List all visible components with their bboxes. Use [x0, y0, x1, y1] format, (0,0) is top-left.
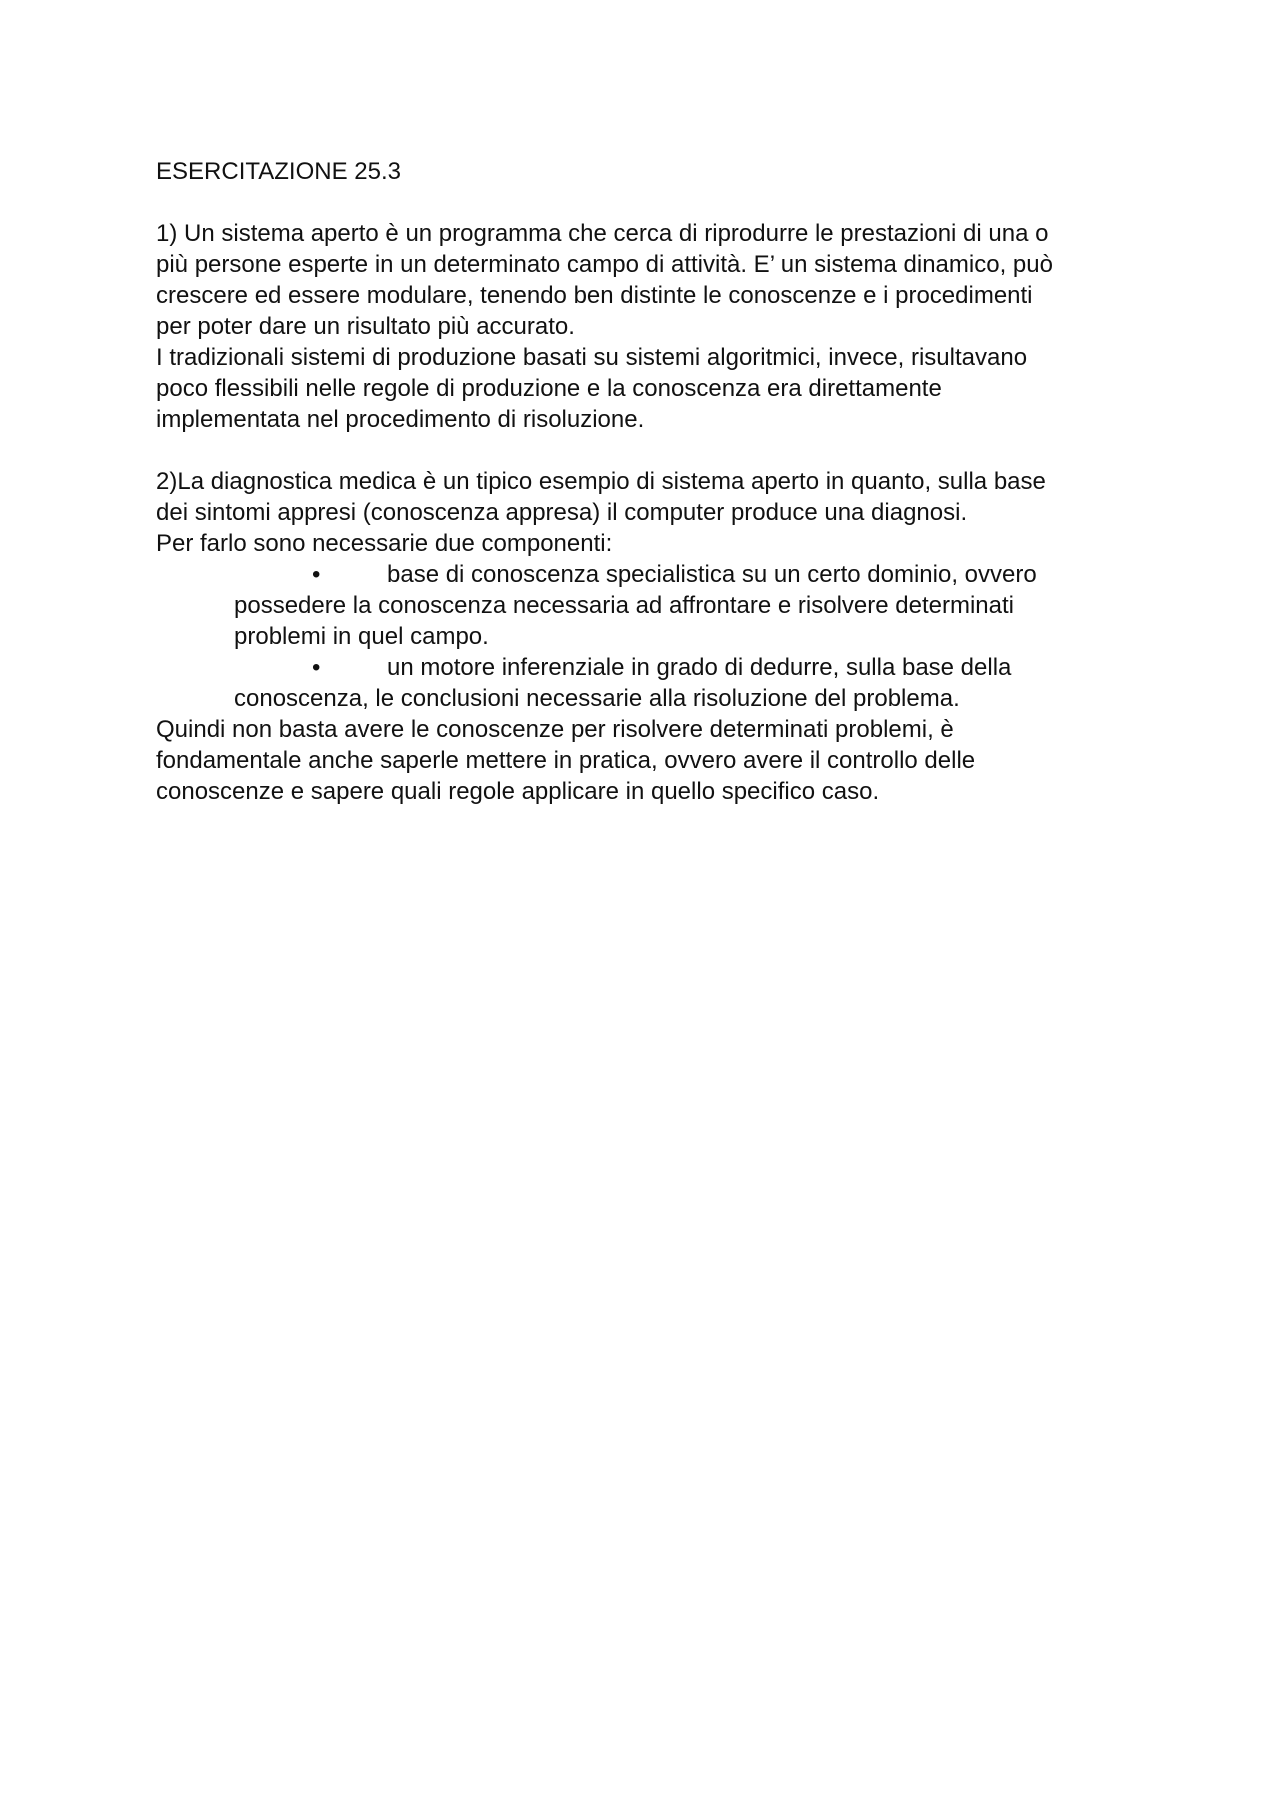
- section-1-paragraph: [156, 218, 1146, 435]
- document-content: [156, 156, 1146, 807]
- section-1-line: più persone esperte in un determinato campo di attività. E’ un sistema dinamico, può: [156, 251, 1053, 278]
- section-2-line: dei sintomi appresi (conoscenza appresa) il computer produce una diagnosi.: [156, 499, 968, 526]
- bullet-continuation-line: possedere la conoscenza necessaria ad affrontare e risolvere determinati: [234, 592, 1014, 619]
- section-2-line: Per farlo sono necessarie due componenti:: [156, 530, 613, 557]
- bullet-item: [156, 559, 1146, 652]
- paragraph-gap: [156, 435, 1146, 466]
- section-1-line: implementata nel procedimento di risoluzione.: [156, 406, 645, 433]
- bullet-icon: •: [312, 654, 321, 681]
- document-title: ESERCITAZIONE 25.3: [156, 158, 401, 185]
- bullet-continuation-line: conoscenza, le conclusioni necessarie alla risoluzione del problema.: [234, 685, 960, 712]
- section-2-line: Quindi non basta avere le conoscenze per risolvere determinati problemi, è: [156, 716, 954, 743]
- bullet-continuation-line: problemi in quel campo.: [234, 623, 489, 650]
- section-1-line: poco flessibili nelle regole di produzione e la conoscenza era direttamente: [156, 375, 942, 402]
- section-2-line: fondamentale anche saperle mettere in pratica, ovvero avere il controllo delle: [156, 747, 976, 774]
- bullet-item: [156, 652, 1146, 714]
- section-1-line: 1) Un sistema aperto è un programma che cerca di riprodurre le prestazioni di una o: [156, 220, 1049, 247]
- bullet-text: un motore inferenziale in grado di dedurre, sulla base della: [387, 654, 1012, 681]
- section-2-closing: [156, 714, 1146, 807]
- bullet-first-line: [234, 559, 1146, 590]
- section-1-line: I tradizionali sistemi di produzione basati su sistemi algoritmici, invece, risultavano: [156, 344, 1028, 371]
- bullet-icon: •: [312, 561, 321, 588]
- bullet-text: base di conoscenza specialistica su un certo dominio, ovvero: [387, 561, 1037, 588]
- section-1-line: per poter dare un risultato più accurato.: [156, 313, 575, 340]
- section-2-line: conoscenze e sapere quali regole applicare in quello specifico caso.: [156, 778, 880, 805]
- section-2-line: 2)La diagnostica medica è un tipico esempio di sistema aperto in quanto, sulla base: [156, 468, 1046, 495]
- section-1-line: crescere ed essere modulare, tenendo ben distinte le conoscenze e i procedimenti: [156, 282, 1033, 309]
- section-2-intro: [156, 466, 1146, 559]
- bullet-first-line: [234, 652, 1146, 683]
